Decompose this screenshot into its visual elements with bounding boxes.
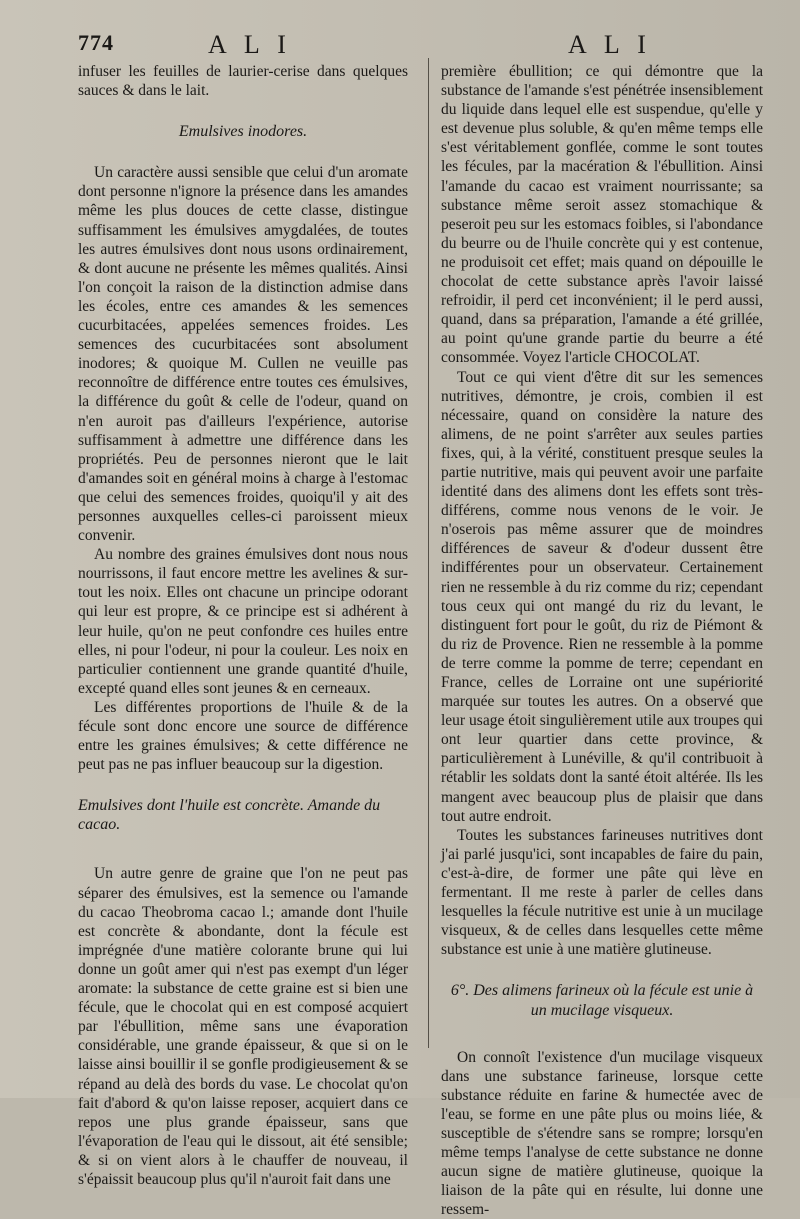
- paragraph: Un autre genre de graine que l'on ne peut pas séparer des émulsives, est la semence ou l'amande du cacao Theobroma cacao l.; amande dont l'huile est concrète & abondante, dont la fécule est imprégnée d'une matière colorante brune qui lui donne un goût amer qui n'est pas exempt d'un léger aromate: la substance de cette graine est si bien une fécule, que le chocolat qui en est composé acquiert par l'ébullition, même sans une évaporation considérable, une grande épaisseur, & que si on le laisse ainsi bouillir il se gonfle prodigieusement & se répand au delà des bords du vase. Le chocolat qu'on fait d'abord & qu'on laisse reposer, acquiert dans ce repos une plus grande épaisseur, sans que l'évaporation de l'eau qui le dissout, ait été sensible; & si on vient alors à le chauffer de nouveau, il s'épaissit beaucoup plus qu'il n'auroit fait dans une: [78, 865, 408, 1188]
- page-header: [78, 30, 758, 60]
- paragraph: Tout ce qui vient d'être dit sur les semences nutritives, démontre, je crois, combien il est nécessaire, quand on considère la nature des alimens, de ne point s'arrêter aux seules parties fixes, qui, à la vérité, constituent presque seules la partie nutritive, mais qui peuvent avoir une parfaite identité dans des alimens dont les effets sont très-différens, comme nous venons de le voir. Je n'oserois pas même assurer que de moindres différences de saveur & d'odeur dussent être indifférentes pour un observateur. Certainement rien ne ressemble à du riz comme du riz; cependant tous ceux qui ont mangé du riz du levant, le distinguent fort pour le goût, du riz de Piémont & du riz de Provence. Rien ne ressemble à la pomme de terre comme la pomme de terre; cependant en France, celles de Lorraine ont une supériorité marquée sur toutes les autres. On a observé que leur usage étoit singulièrement utile aux troupes qui ont leur quartier dans cette province, & particulièrement à Lunéville, & qu'il contribuoit à rétablir les soldats dont la santé étoit altérée. Ils les mangent avec beaucoup plus de plaisir que dans tout autre endroit.: [441, 368, 763, 825]
- section-heading: 6°. Des alimens farineux où la fécule est unie à un mucilage visqueux.: [450, 982, 754, 1019]
- paragraph: Un caractère aussi sensible que celui d'un aromate dont personne n'ignore la présence dans les amandes même les plus douces de cette classe, distingue suffisamment les émulsives amygdalées, de toutes les autres émulsives dont nous usons ordinairement, & dont aucune ne présente les mêmes qualités. Ainsi l'on conçoit la raison de la distinction admise dans les écoles, entre ces amandes & les semences cucurbitacées, appelées semences froides. Les semences des cucurbitacées sont absolument inodores; & quoique M. Cullen ne veuille pas reconnoître de différence entre toutes ces émulsives, la différence du goût & celle de l'odeur, quand on n'en auroit pas d'ailleurs l'expérience, autorise suffisamment à admettre une différence dans les propriétés. Peu de personnes nieront que le lait d'amandes soit en général moins à charge à l'estomac que celui des semences froides, quoiqu'il y ait des personnes auxquelles celles-ci paroissent mieux convenir.: [78, 164, 408, 545]
- left-column: [78, 62, 408, 1189]
- running-title-left: A L I: [208, 30, 292, 59]
- right-column: [441, 62, 763, 1219]
- page-number: 774: [78, 30, 114, 55]
- section-heading: Emulsives dont l'huile est concrète. Amande du cacao.: [78, 797, 381, 834]
- paragraph: infuser les feuilles de laurier-cerise dans quelques sauces & dans le lait.: [78, 63, 408, 100]
- running-title-right: A L I: [568, 30, 652, 59]
- paragraph: Au nombre des graines émulsives dont nous nous nourrissons, il faut encore mettre les avelines & sur-tout les noix. Elles ont chacune un principe odorant qui leur est propre, & ce principe est si adhérent à leur huile, qu'on ne peut confondre ces huiles entre elles, ni pour l'odeur, ni pour la couleur. Les noix en particulier contiennent une grande quantité d'huile, excepté quand elles sont jeunes & en cerneaux.: [78, 546, 408, 697]
- paragraph: Les différentes proportions de l'huile & de la fécule sont donc encore une source de différence entre les graines émulsives; & cette différence ne peut pas ne pas influer beaucoup sur la digestion.: [78, 698, 408, 774]
- paragraph: On connoît l'existence d'un mucilage visqueux dans une substance farineuse, lorsque cette substance réduite en farine & humectée avec de l'eau, se forme en une pâte plus ou moins liée, & susceptible de s'étendre sans se rompre; lorsqu'en même temps l'analyse de cette substance ne donne aucun signe de matière glutineuse, quoique la liaison de la pâte qui en résulte, lui donne une ressem-: [441, 1048, 763, 1219]
- section-heading: Emulsives inodores.: [178, 123, 308, 141]
- column-divider: [428, 58, 429, 1048]
- paragraph: première ébullition; ce qui démontre que la substance de l'amande s'est pénétrée insensiblement du liquide dans lequel elle est suspendue, qu'elle y est devenue plus soluble, & qu'en même temps elle s'est véritablement gonflée, comme le sont toutes les fécules, par la macération & l'ébullition. Ainsi l'amande du cacao est vraiment nourrissante; sa substance même seroit assez stomachique & peseroit peu sur les estomacs foibles, si l'abondance du beurre ou de l'huile concrète qui y est contenue, ne produisoit cet effet; mais quand on dépouille le chocolat de cette substance après l'avoir laissé refroidir, il perd cet inconvénient; il le perd aussi, quand, dans sa préparation, l'amande a été grillée, au point qu'une grande partie du beurre a été consommée. Voyez l'article CHOCOLAT.: [441, 63, 763, 367]
- paragraph: Toutes les substances farineuses nutritives dont j'ai parlé jusqu'ici, sont incapables de faire du pain, c'est-à-dire, de former une pâte qui lève en fermentant. Il me reste à parler de celles dans lesquelles la fécule nutritive est unie à un mucilage visqueux, & de celles dans lesquelles cette même substance est unie à une matière glutineuse.: [441, 826, 763, 959]
